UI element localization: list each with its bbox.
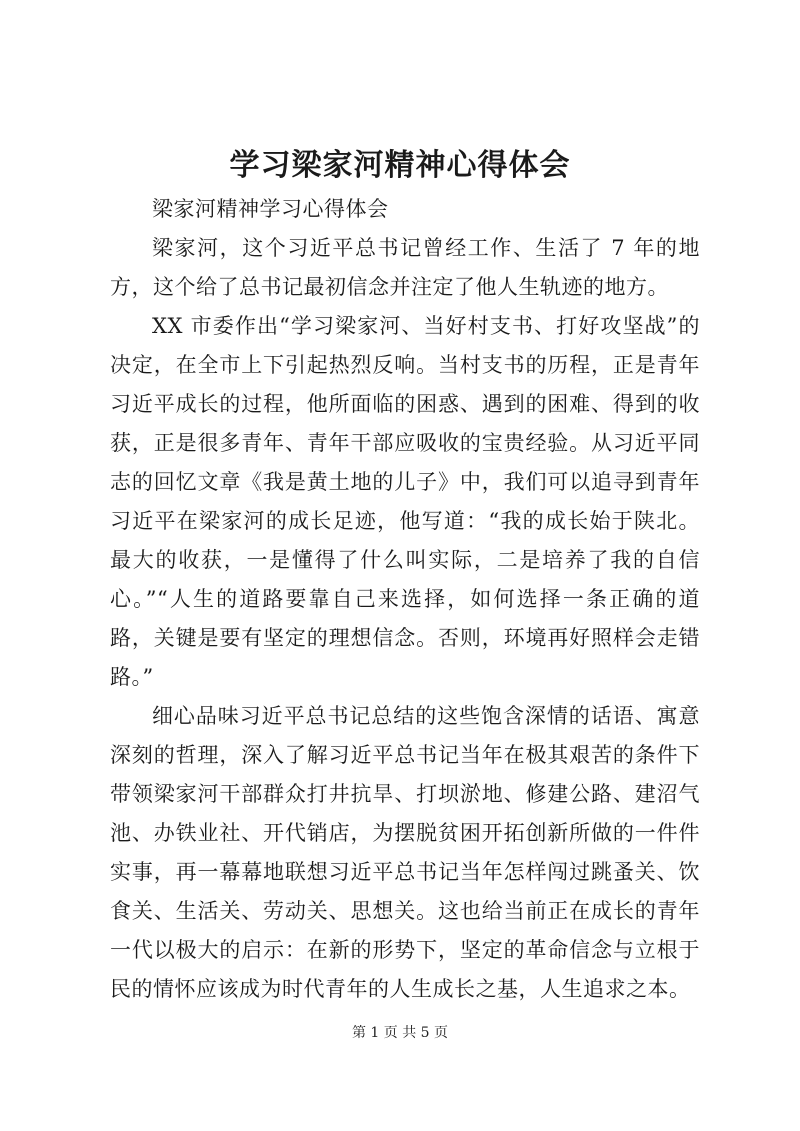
body-paragraph: 梁家河，这个习近平总书记曾经工作、生活了 7 年的地方，这个给了总书记最初信念并注定了他人生轨迹的地方。 [110, 236, 700, 299]
body-paragraph: XX 市委作出“学习梁家河、当好村支书、打好攻坚战”的决定，在全市上下引起热烈反响。当村支书的历程，正是青年习近平成长的过程，他所面临的困惑、遇到的困难、得到的收获，正是很多青年、青年干部应吸收的宝贵经验。从习近平同志的回忆文章《我是黄土地的儿子》中，我们可以追寻到青年习近平在梁家河的成长足迹，他写道：“我的成长始于陕北。最大的收获，一是懂得了什么叫实际，二是培养了我的自信心。”“人生的道路要靠自己来选择，如何选择一条正确的道路，关键是要有坚定的理想信念。否则，环境再好照样会走错路。” [110, 314, 700, 689]
subtitle-paragraph: 梁家河精神学习心得体会 [152, 197, 389, 221]
page-number-footer: 第 1 页 共 5 页 [351, 1025, 449, 1041]
document-body [110, 190, 700, 1009]
body-paragraph: 细心品味习近平总书记总结的这些饱含深情的话语、寓意深刻的哲理，深入了解习近平总书记当年在极其艰苦的条件下带领梁家河干部群众打井抗旱、打坝淤地、修建公路、建沼气池、办铁业社、开代销店，为摆脱贫困开拓创新所做的一件件实事，再一幕幕地联想习近平总书记当年怎样闯过跳蚤关、饮食关、生活关、劳动关、思想关。这也给当前正在成长的青年一代以极大的启示：在新的形势下，坚定的革命信念与立根于民的情怀应该成为时代青年的人生成长之基，人生追求之本。 [110, 704, 700, 1001]
document-title: 学习梁家河精神心得体会 [229, 148, 571, 183]
